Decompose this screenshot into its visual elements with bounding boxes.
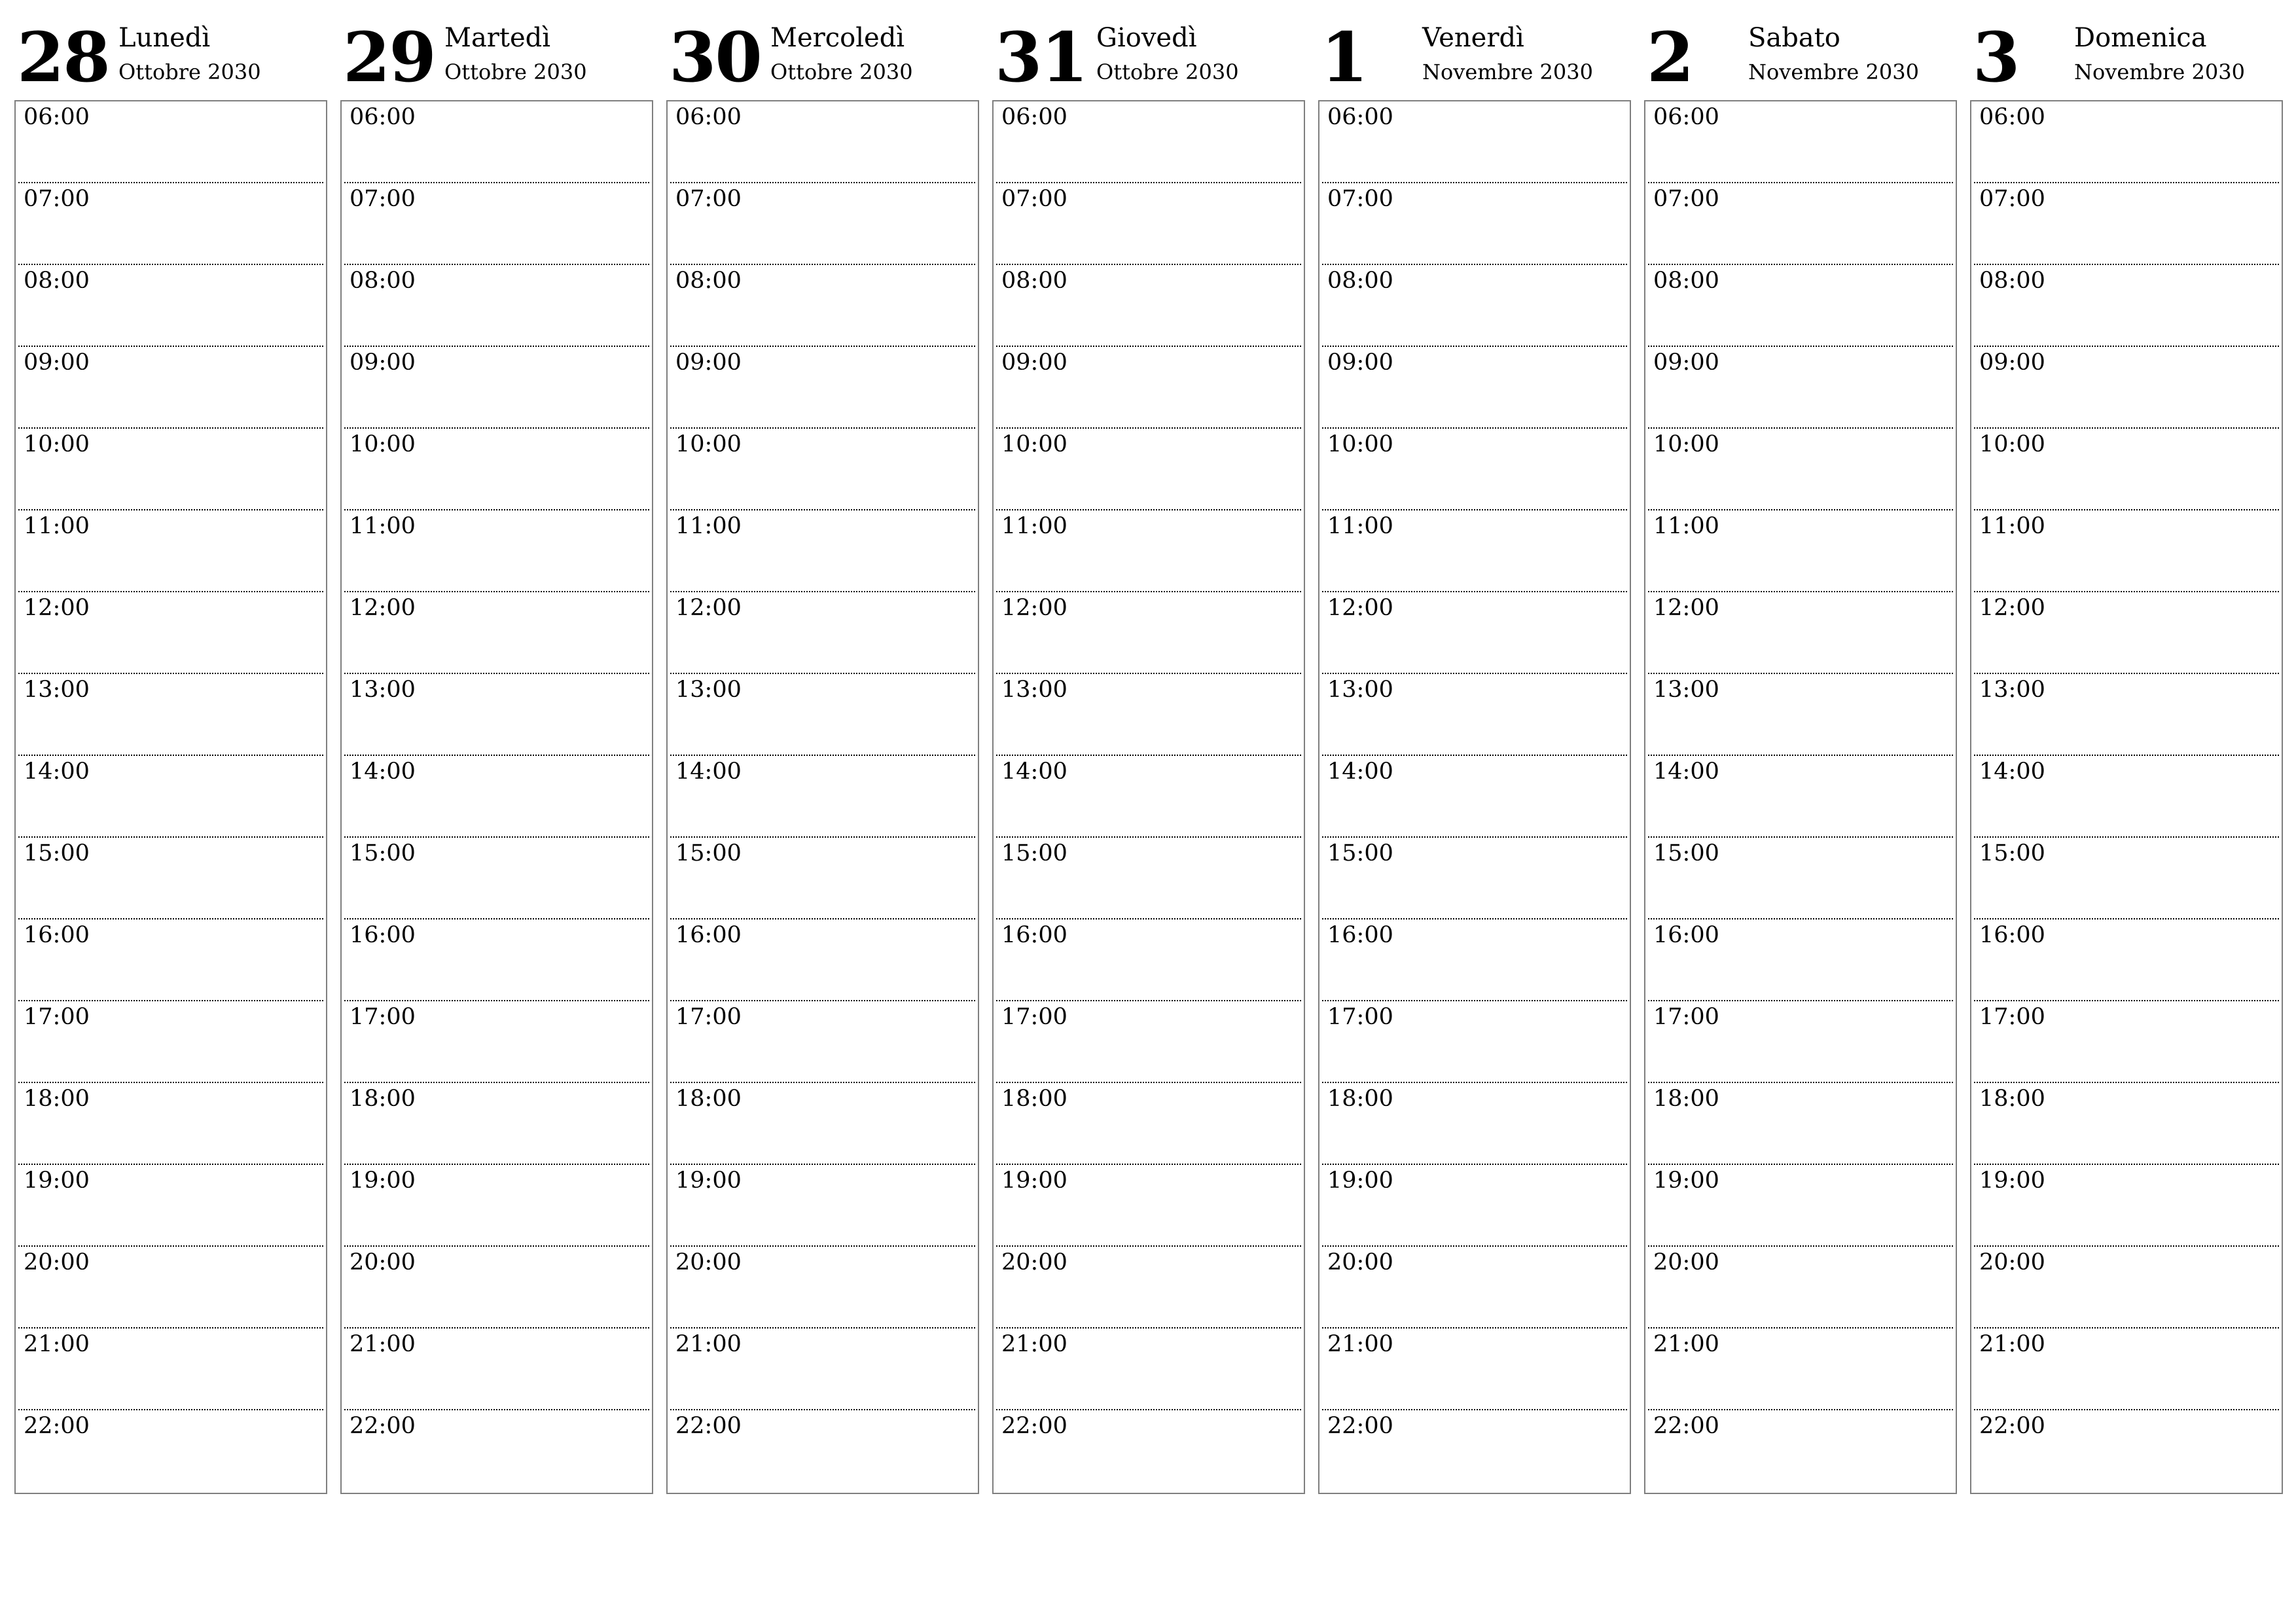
hour-label: 17:00 (1653, 1004, 1719, 1030)
day-schedule-box (666, 100, 979, 1494)
hour-label: 13:00 (675, 677, 742, 703)
hour-label: 09:00 (1653, 349, 1719, 376)
hour-slot[interactable] (1974, 101, 2279, 183)
hour-slot[interactable] (1322, 1247, 1627, 1329)
hour-slot[interactable] (996, 1001, 1301, 1083)
hour-slot[interactable] (344, 756, 649, 838)
hour-label: 15:00 (1979, 840, 2045, 866)
hour-slot[interactable] (344, 1083, 649, 1165)
hour-slot[interactable] (1648, 674, 1953, 756)
hour-label: 14:00 (1979, 758, 2045, 785)
hour-slot[interactable] (18, 347, 323, 429)
hour-label: 16:00 (1001, 922, 1067, 948)
hour-label: 14:00 (24, 758, 90, 785)
hour-label: 15:00 (350, 840, 416, 866)
hour-slot[interactable] (1648, 1001, 1953, 1083)
hour-label: 17:00 (1979, 1004, 2045, 1030)
hour-slot[interactable] (1322, 1083, 1627, 1165)
hour-label: 22:00 (1327, 1413, 1393, 1439)
hour-slot[interactable] (18, 510, 323, 592)
hour-label: 20:00 (1979, 1249, 2045, 1275)
hour-slot[interactable] (1322, 674, 1627, 756)
hour-label: 10:00 (1653, 431, 1719, 457)
hour-label: 20:00 (675, 1249, 742, 1275)
hour-label: 14:00 (350, 758, 416, 785)
hour-label: 13:00 (1001, 677, 1067, 703)
hour-label: 06:00 (1979, 104, 2045, 130)
hour-label: 18:00 (1653, 1086, 1719, 1112)
hour-label: 11:00 (1979, 513, 2045, 539)
day-header (1970, 17, 2283, 98)
hour-slot[interactable] (344, 1410, 649, 1492)
hour-slot[interactable] (18, 674, 323, 756)
hour-label: 19:00 (675, 1168, 742, 1194)
hour-slot[interactable] (344, 510, 649, 592)
hour-label: 07:00 (1001, 186, 1067, 212)
hour-slot[interactable] (1322, 347, 1627, 429)
hour-label: 12:00 (1327, 595, 1393, 621)
hour-label: 22:00 (1979, 1413, 2045, 1439)
hour-label: 14:00 (1327, 758, 1393, 785)
hour-label: 06:00 (1001, 104, 1067, 130)
hour-label: 19:00 (1979, 1168, 2045, 1194)
hour-slot[interactable] (18, 1001, 323, 1083)
hour-slot[interactable] (344, 265, 649, 347)
weekday-name: Sabato (1748, 23, 1840, 53)
hour-slot[interactable] (18, 1165, 323, 1247)
hour-slot[interactable] (1974, 1247, 2279, 1329)
hour-label: 08:00 (675, 268, 742, 294)
hour-label: 08:00 (1653, 268, 1719, 294)
day-number: 1 (1321, 17, 1367, 98)
hour-slot[interactable] (1648, 1165, 1953, 1247)
hour-slot[interactable] (1974, 347, 2279, 429)
hour-slot[interactable] (344, 838, 649, 919)
day-header (340, 17, 653, 98)
hour-slot[interactable] (1648, 183, 1953, 265)
hour-label: 21:00 (675, 1331, 742, 1357)
weekday-name: Venerdì (1422, 23, 1524, 53)
hour-label: 09:00 (1001, 349, 1067, 376)
hour-slot[interactable] (18, 1247, 323, 1329)
hour-slot[interactable] (670, 592, 975, 674)
hour-label: 07:00 (350, 186, 416, 212)
hour-slot[interactable] (1322, 265, 1627, 347)
hour-slot[interactable] (344, 1329, 649, 1410)
hour-slot[interactable] (1648, 1410, 1953, 1492)
hour-label: 21:00 (1327, 1331, 1393, 1357)
hour-label: 06:00 (1327, 104, 1393, 130)
day-number: 3 (1973, 17, 2019, 98)
hour-slot[interactable] (996, 347, 1301, 429)
weekly-planner-page (14, 0, 2286, 1623)
hour-slot[interactable] (1648, 1083, 1953, 1165)
hour-label: 13:00 (350, 677, 416, 703)
hour-label: 07:00 (1653, 186, 1719, 212)
hour-label: 15:00 (1327, 840, 1393, 866)
hour-label: 18:00 (350, 1086, 416, 1112)
hour-slot[interactable] (18, 1083, 323, 1165)
weekday-name: Martedì (444, 23, 551, 53)
hour-slot[interactable] (670, 919, 975, 1001)
hour-label: 07:00 (1327, 186, 1393, 212)
hour-slot[interactable] (1322, 592, 1627, 674)
hour-slot[interactable] (1648, 919, 1953, 1001)
hour-slot[interactable] (670, 838, 975, 919)
hour-label: 12:00 (1001, 595, 1067, 621)
hour-label: 20:00 (350, 1249, 416, 1275)
hour-label: 08:00 (1001, 268, 1067, 294)
day-number: 28 (17, 17, 109, 98)
hour-slot[interactable] (1648, 1247, 1953, 1329)
hour-slot[interactable] (670, 265, 975, 347)
day-schedule-box (1644, 100, 1957, 1494)
hour-label: 13:00 (1327, 677, 1393, 703)
hour-label: 07:00 (1979, 186, 2045, 212)
hour-slot[interactable] (1648, 592, 1953, 674)
day-number: 29 (343, 17, 435, 98)
hour-label: 07:00 (675, 186, 742, 212)
hour-label: 21:00 (24, 1331, 90, 1357)
hour-label: 17:00 (1327, 1004, 1393, 1030)
day-header (666, 17, 979, 98)
hour-slot[interactable] (18, 756, 323, 838)
hour-label: 06:00 (24, 104, 90, 130)
hour-slot[interactable] (1974, 838, 2279, 919)
hour-slot[interactable] (344, 101, 649, 183)
hour-label: 08:00 (1327, 268, 1393, 294)
hour-label: 11:00 (1001, 513, 1067, 539)
hour-label: 10:00 (675, 431, 742, 457)
hour-label: 09:00 (24, 349, 90, 376)
weekday-name: Mercoledì (770, 23, 905, 53)
hour-label: 13:00 (1979, 677, 2045, 703)
hour-label: 18:00 (1001, 1086, 1067, 1112)
hour-slot[interactable] (344, 183, 649, 265)
month-year: Novembre 2030 (2074, 60, 2245, 84)
hour-slot[interactable] (1974, 1410, 2279, 1492)
hour-label: 06:00 (675, 104, 742, 130)
hour-slot[interactable] (1974, 919, 2279, 1001)
hour-slot[interactable] (670, 674, 975, 756)
day-header (992, 17, 1305, 98)
day-schedule-box (992, 100, 1305, 1494)
hour-label: 09:00 (675, 349, 742, 376)
hour-label: 22:00 (675, 1413, 742, 1439)
hour-slot[interactable] (344, 674, 649, 756)
hour-label: 09:00 (350, 349, 416, 376)
hour-slot[interactable] (1322, 1165, 1627, 1247)
hour-slot[interactable] (1322, 838, 1627, 919)
hour-slot[interactable] (344, 1247, 649, 1329)
hour-label: 13:00 (24, 677, 90, 703)
hour-slot[interactable] (670, 1247, 975, 1329)
day-number: 30 (669, 17, 761, 98)
hour-label: 21:00 (1001, 1331, 1067, 1357)
hour-slot[interactable] (344, 1001, 649, 1083)
hour-label: 20:00 (1653, 1249, 1719, 1275)
hour-slot[interactable] (996, 183, 1301, 265)
hour-label: 10:00 (1327, 431, 1393, 457)
month-year: Novembre 2030 (1748, 60, 1919, 84)
hour-slot[interactable] (1322, 1329, 1627, 1410)
hour-slot[interactable] (1648, 838, 1953, 919)
hour-slot[interactable] (1322, 101, 1627, 183)
weekday-name: Lunedì (118, 23, 211, 53)
hour-label: 18:00 (1979, 1086, 2045, 1112)
hour-label: 20:00 (24, 1249, 90, 1275)
hour-label: 22:00 (24, 1413, 90, 1439)
hour-label: 16:00 (350, 922, 416, 948)
hour-label: 15:00 (675, 840, 742, 866)
hour-slot[interactable] (18, 101, 323, 183)
hour-slot[interactable] (1974, 1083, 2279, 1165)
hour-label: 12:00 (350, 595, 416, 621)
month-year: Ottobre 2030 (118, 60, 261, 84)
day-header (14, 17, 327, 98)
hour-label: 08:00 (350, 268, 416, 294)
month-year: Ottobre 2030 (1096, 60, 1239, 84)
hour-label: 12:00 (1653, 595, 1719, 621)
hour-slot[interactable] (996, 510, 1301, 592)
hour-slot[interactable] (18, 429, 323, 510)
hour-slot[interactable] (996, 1083, 1301, 1165)
hour-slot[interactable] (670, 1329, 975, 1410)
hour-slot[interactable] (996, 1329, 1301, 1410)
hour-slot[interactable] (996, 756, 1301, 838)
hour-label: 15:00 (24, 840, 90, 866)
hour-slot[interactable] (1974, 1165, 2279, 1247)
hour-label: 16:00 (24, 922, 90, 948)
hour-label: 10:00 (350, 431, 416, 457)
hour-slot[interactable] (670, 1410, 975, 1492)
month-year: Novembre 2030 (1422, 60, 1593, 84)
hour-label: 10:00 (24, 431, 90, 457)
hour-slot[interactable] (996, 1165, 1301, 1247)
hour-label: 15:00 (1001, 840, 1067, 866)
month-year: Ottobre 2030 (444, 60, 587, 84)
hour-slot[interactable] (996, 592, 1301, 674)
hour-label: 20:00 (1327, 1249, 1393, 1275)
hour-slot[interactable] (18, 183, 323, 265)
hour-slot[interactable] (344, 592, 649, 674)
hour-label: 17:00 (675, 1004, 742, 1030)
hour-slot[interactable] (1974, 1329, 2279, 1410)
hour-slot[interactable] (1974, 429, 2279, 510)
hour-slot[interactable] (18, 1410, 323, 1492)
day-schedule-box (1318, 100, 1631, 1494)
hour-slot[interactable] (996, 429, 1301, 510)
hour-slot[interactable] (18, 919, 323, 1001)
hour-label: 06:00 (350, 104, 416, 130)
hour-slot[interactable] (1974, 756, 2279, 838)
day-number: 2 (1647, 17, 1693, 98)
hour-slot[interactable] (670, 347, 975, 429)
hour-label: 19:00 (1327, 1168, 1393, 1194)
hour-label: 15:00 (1653, 840, 1719, 866)
hour-slot[interactable] (670, 101, 975, 183)
hour-slot[interactable] (1648, 101, 1953, 183)
hour-slot[interactable] (670, 1083, 975, 1165)
weekday-name: Domenica (2074, 23, 2207, 53)
hour-label: 19:00 (1653, 1168, 1719, 1194)
hour-slot[interactable] (1648, 429, 1953, 510)
hour-label: 22:00 (350, 1413, 416, 1439)
hour-label: 17:00 (1001, 1004, 1067, 1030)
hour-label: 14:00 (1653, 758, 1719, 785)
hour-label: 18:00 (1327, 1086, 1393, 1112)
day-number: 31 (995, 17, 1087, 98)
hour-slot[interactable] (996, 265, 1301, 347)
hour-label: 22:00 (1001, 1413, 1067, 1439)
hour-label: 11:00 (24, 513, 90, 539)
hour-slot[interactable] (996, 1410, 1301, 1492)
day-header (1318, 17, 1631, 98)
hour-slot[interactable] (1322, 510, 1627, 592)
hour-label: 16:00 (675, 922, 742, 948)
hour-slot[interactable] (1322, 429, 1627, 510)
hour-label: 21:00 (1979, 1331, 2045, 1357)
day-header (1644, 17, 1957, 98)
hour-label: 22:00 (1653, 1413, 1719, 1439)
hour-slot[interactable] (1648, 510, 1953, 592)
hour-slot[interactable] (1322, 1410, 1627, 1492)
hour-slot[interactable] (18, 265, 323, 347)
hour-label: 16:00 (1653, 922, 1719, 948)
hour-label: 19:00 (24, 1168, 90, 1194)
hour-slot[interactable] (1974, 183, 2279, 265)
hour-slot[interactable] (996, 101, 1301, 183)
hour-slot[interactable] (670, 183, 975, 265)
hour-label: 18:00 (675, 1086, 742, 1112)
hour-slot[interactable] (996, 1247, 1301, 1329)
hour-slot[interactable] (1974, 265, 2279, 347)
hour-label: 10:00 (1979, 431, 2045, 457)
hour-slot[interactable] (344, 347, 649, 429)
weekday-name: Giovedì (1096, 23, 1197, 53)
day-schedule-box (14, 100, 327, 1494)
hour-slot[interactable] (1322, 1001, 1627, 1083)
hour-label: 14:00 (675, 758, 742, 785)
hour-label: 12:00 (24, 595, 90, 621)
day-schedule-box (1970, 100, 2283, 1494)
hour-label: 19:00 (350, 1168, 416, 1194)
hour-slot[interactable] (18, 838, 323, 919)
hour-label: 09:00 (1327, 349, 1393, 376)
hour-slot[interactable] (18, 1329, 323, 1410)
hour-label: 08:00 (1979, 268, 2045, 294)
hour-slot[interactable] (1648, 1329, 1953, 1410)
hour-label: 11:00 (1653, 513, 1719, 539)
hour-label: 11:00 (350, 513, 416, 539)
hour-label: 14:00 (1001, 758, 1067, 785)
hour-label: 11:00 (1327, 513, 1393, 539)
hour-label: 16:00 (1979, 922, 2045, 948)
hour-slot[interactable] (344, 429, 649, 510)
hour-label: 16:00 (1327, 922, 1393, 948)
hour-slot[interactable] (1322, 183, 1627, 265)
hour-slot[interactable] (344, 919, 649, 1001)
hour-label: 07:00 (24, 186, 90, 212)
hour-slot[interactable] (1648, 265, 1953, 347)
hour-slot[interactable] (1974, 1001, 2279, 1083)
hour-label: 13:00 (1653, 677, 1719, 703)
month-year: Ottobre 2030 (770, 60, 913, 84)
hour-slot[interactable] (1974, 674, 2279, 756)
hour-label: 09:00 (1979, 349, 2045, 376)
hour-label: 08:00 (24, 268, 90, 294)
hour-label: 17:00 (350, 1004, 416, 1030)
hour-slot[interactable] (670, 429, 975, 510)
hour-slot[interactable] (344, 1165, 649, 1247)
hour-slot[interactable] (996, 838, 1301, 919)
hour-label: 21:00 (1653, 1331, 1719, 1357)
hour-label: 18:00 (24, 1086, 90, 1112)
hour-slot[interactable] (1322, 919, 1627, 1001)
hour-slot[interactable] (1974, 592, 2279, 674)
hour-slot[interactable] (1648, 756, 1953, 838)
hour-label: 21:00 (350, 1331, 416, 1357)
hour-slot[interactable] (670, 510, 975, 592)
hour-slot[interactable] (996, 674, 1301, 756)
hour-slot[interactable] (670, 1165, 975, 1247)
hour-slot[interactable] (1322, 756, 1627, 838)
hour-label: 17:00 (24, 1004, 90, 1030)
day-schedule-box (340, 100, 653, 1494)
hour-slot[interactable] (670, 756, 975, 838)
hour-label: 11:00 (675, 513, 742, 539)
hour-label: 12:00 (675, 595, 742, 621)
hour-label: 10:00 (1001, 431, 1067, 457)
hour-label: 19:00 (1001, 1168, 1067, 1194)
hour-slot[interactable] (670, 1001, 975, 1083)
hour-slot[interactable] (1648, 347, 1953, 429)
hour-slot[interactable] (996, 919, 1301, 1001)
hour-slot[interactable] (18, 592, 323, 674)
hour-label: 20:00 (1001, 1249, 1067, 1275)
hour-label: 06:00 (1653, 104, 1719, 130)
hour-label: 12:00 (1979, 595, 2045, 621)
hour-slot[interactable] (1974, 510, 2279, 592)
